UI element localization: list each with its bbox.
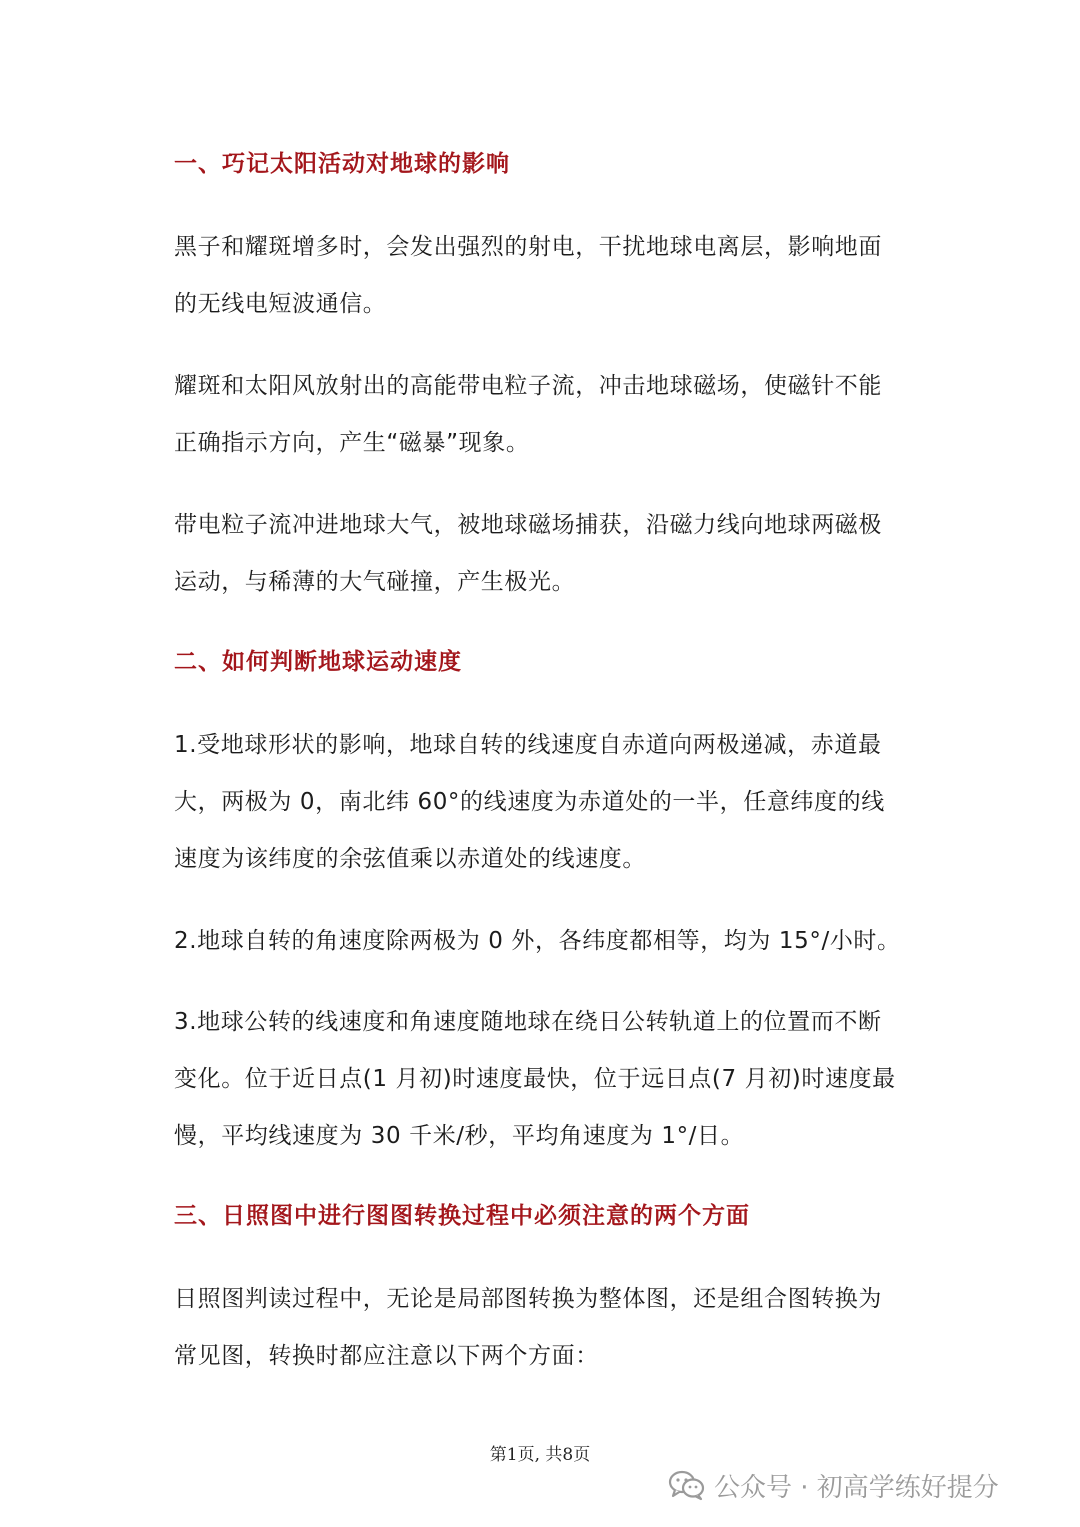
text-line: 带电粒子流冲进地球大气，被地球磁场捕获，沿磁力线向地球两磁极 <box>174 512 882 538</box>
watermark-text: 公众号 · 初高学练好提分 <box>714 1472 999 1503</box>
text-line: 2.地球自转的角速度除两极为 0 外，各纬度都相等，均为 15°/小时。 <box>174 928 901 954</box>
page-footer: 第1页, 共8页 <box>489 1445 591 1465</box>
text-line: 变化。位于近日点(1 月初)时速度最快，位于远日点(7 月初)时速度最 <box>174 1066 896 1092</box>
text-line: 黑子和耀斑增多时，会发出强烈的射电，干扰地球电离层，影响地面 <box>174 234 882 260</box>
text-line: 大，两极为 0，南北纬 60°的线速度为赤道处的一半，任意纬度的线 <box>174 789 885 815</box>
section-heading-2: 二、如何判断地球运动速度 <box>174 649 462 675</box>
text-line: 慢，平均线速度为 30 千米/秒，平均角速度为 1°/日。 <box>174 1123 745 1149</box>
watermark <box>668 1465 999 1505</box>
text-line: 3.地球公转的线速度和角速度随地球在绕日公转轨道上的位置而不断 <box>174 1009 882 1035</box>
wechat-icon <box>668 1469 706 1501</box>
section-heading-1: 一、巧记太阳活动对地球的影响 <box>174 151 510 177</box>
text-line: 正确指示方向，产生“磁暴”现象。 <box>174 430 530 456</box>
text-line: 日照图判读过程中，无论是局部图转换为整体图，还是组合图转换为 <box>174 1286 882 1312</box>
text-line: 1.受地球形状的影响，地球自转的线速度自赤道向两极递减，赤道最 <box>174 732 882 758</box>
text-line: 速度为该纬度的余弦值乘以赤道处的线速度。 <box>174 846 646 872</box>
text-line: 耀斑和太阳风放射出的高能带电粒子流，冲击地球磁场，使磁针不能 <box>174 373 882 399</box>
text-line: 运动，与稀薄的大气碰撞，产生极光。 <box>174 569 576 595</box>
text-line: 的无线电短波通信。 <box>174 291 387 317</box>
text-line: 常见图，转换时都应注意以下两个方面： <box>174 1343 599 1369</box>
section-heading-3: 三、日照图中进行图图转换过程中必须注意的两个方面 <box>174 1203 750 1229</box>
